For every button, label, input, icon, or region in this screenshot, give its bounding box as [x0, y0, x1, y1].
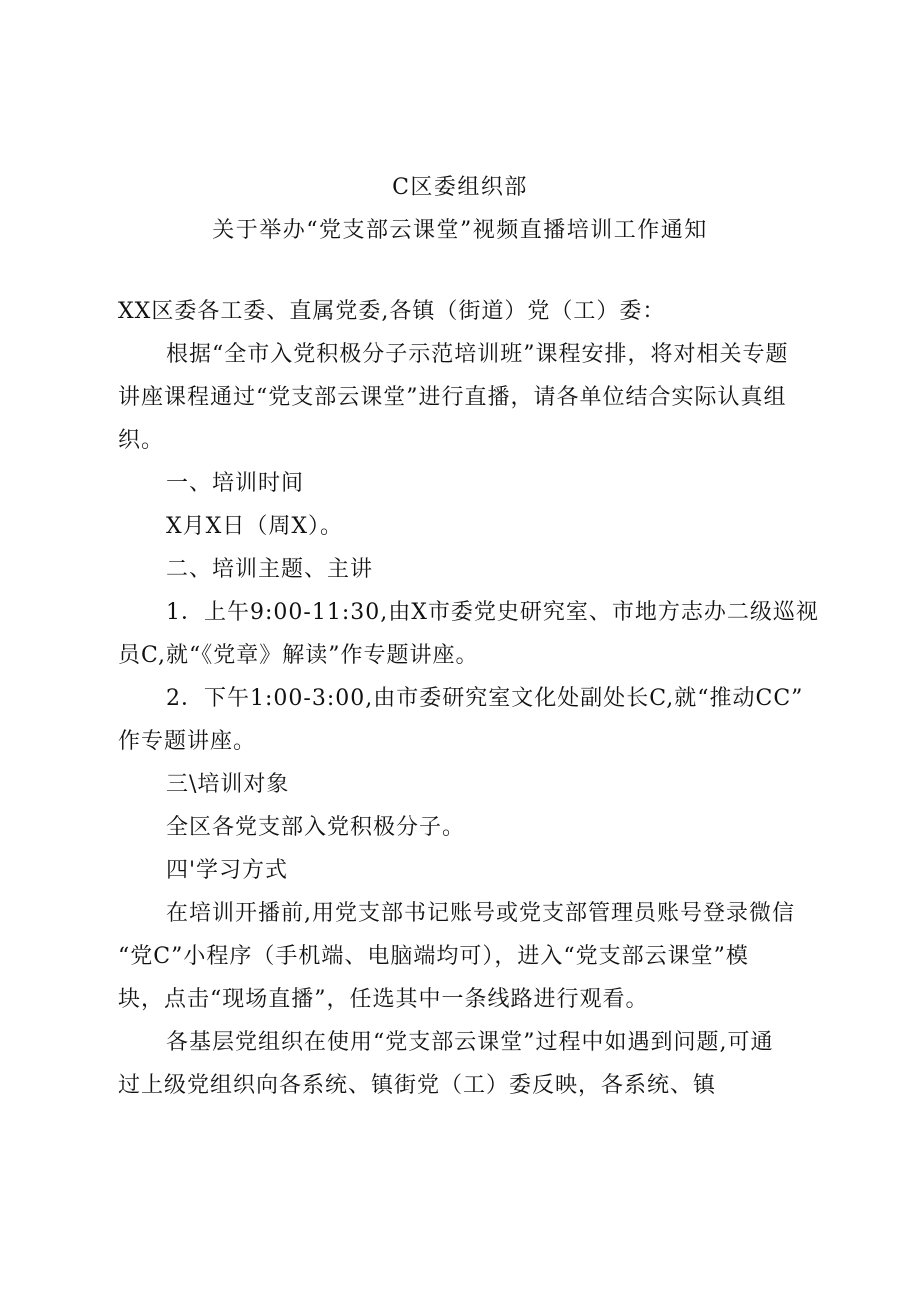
section2-heading: 二、培训主题、主讲 — [166, 557, 374, 582]
intro-line: 讲座课程通过“党支部云课堂”进行直播，请各单位结合实际认真组 — [118, 385, 787, 410]
closing-line: 各基层党组织在使用“党支部云课堂”过程中如遇到问题,可通 — [166, 1030, 774, 1055]
intro-line: 织。 — [118, 428, 165, 453]
closing-line: 过上级党组织向各系统、镇街党（工）委反映，各系统、镇 — [118, 1073, 717, 1098]
item1-line: 1．上午9:00-11:30,由X市委党史研究室、市地方志办二级巡视 — [166, 600, 819, 625]
section1-body: X月X日（周X）。 — [166, 514, 343, 539]
item1-line: 员C,就“《党章》解读”作专题讲座。 — [118, 643, 479, 668]
section3-body: 全区各党支部入党积极分子。 — [166, 815, 466, 840]
section4-body-line: “党C”小程序（手机端、电脑端均可），进入“党支部云课堂”模 — [118, 944, 749, 969]
section4-body-line: 在培训开播前,用党支部书记账号或党支部管理员账号登录微信 — [166, 901, 795, 926]
intro-line: 根据“全市入党积极分子示范培训班”课程安排，将对相关专题 — [166, 342, 789, 367]
section1-heading: 一、培训时间 — [166, 471, 305, 496]
section4-heading: 四'学习方式 — [166, 858, 289, 883]
addressee-line: XX区委各工委、直属党委,各镇（街道）党（工）委： — [118, 299, 666, 324]
issuer-title: C区委组织部 — [392, 175, 528, 200]
section3-heading: 三\培训对象 — [166, 772, 290, 797]
item2-line: 作专题讲座。 — [118, 729, 257, 754]
item2-line: 2．下午1:00-3:00,由市委研究室文化处副处长C,就“推动CC” — [166, 686, 804, 711]
section4-body-line: 块，点击“现场直播”，任选其中一条线路进行观看。 — [118, 987, 649, 1012]
notice-title: 关于举办“党支部云课堂”视频直播培训工作通知 — [212, 218, 708, 243]
